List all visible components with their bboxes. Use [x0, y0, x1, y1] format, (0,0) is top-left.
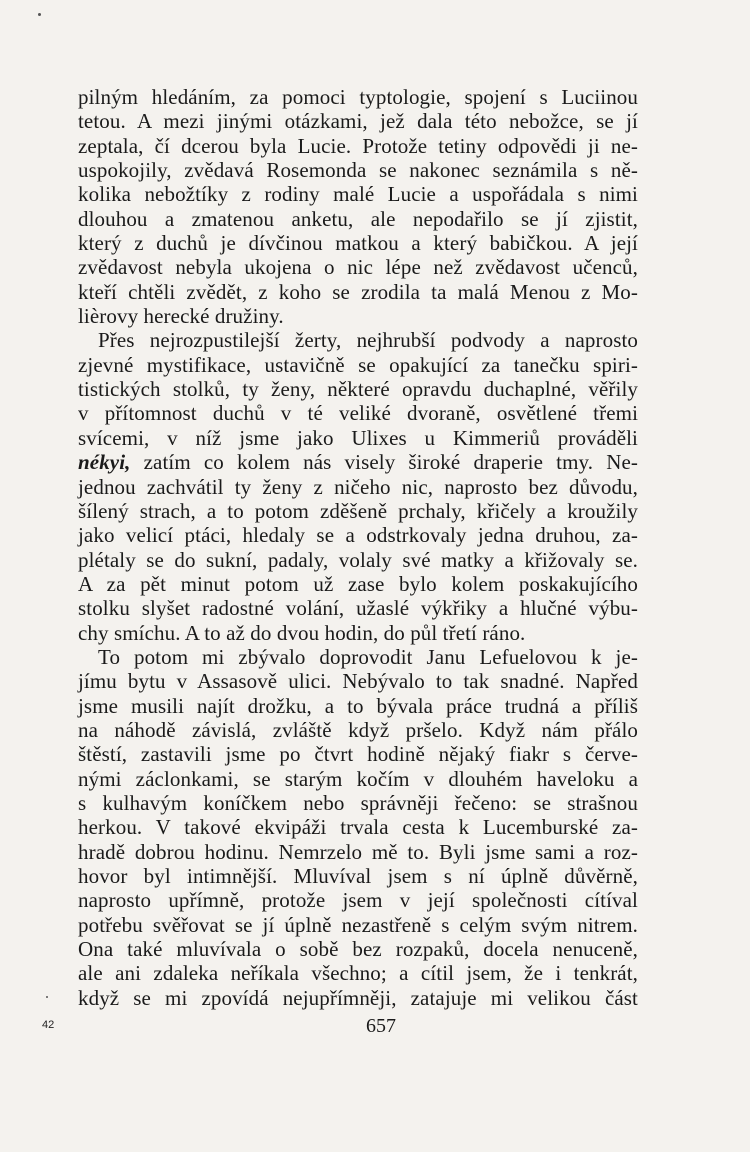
text-line: jsme musili najít drožku, a to bývala práce trudná a příliš [78, 693, 638, 718]
text-line: tetou. A mezi jinými otázkami, jež dala této nebožce, se jí [78, 109, 638, 134]
text-line: kolika nebožtíky z rodiny malé Lucie a uspořádala s nimi [78, 182, 638, 207]
text-line: Ona také mluvívala o sobě bez rozpaků, docela nenuceně, [78, 937, 638, 962]
text-line: štěstí, zastavili jsme po čtvrt hodině nějaký fiakr s červe- [78, 742, 638, 767]
text-line: který z duchů je dívčinou matkou a který babičkou. A její [78, 231, 638, 256]
text-line: v přítomnost duchů v té veliké dvoraně, osvětlené třemi [78, 401, 638, 426]
text-line: šílený strach, a to potom zděšeně prchaly, křičely a kroužily [78, 498, 638, 523]
scan-speck [38, 13, 41, 16]
italic-word: nékyi, [78, 450, 131, 475]
text-line: uspokojily, zvědavá Rosemonda se nakonec seznámila s ně- [78, 158, 638, 183]
text-line: svícemi, v níž jsme jako Ulixes u Kimmeriů prováděli [78, 425, 638, 450]
text-line: stolku slyšet radostné volání, užaslé výkřiky a hlučné výbu- [78, 596, 638, 621]
text-line: To potom mi zbývalo doprovodit Janu Lefuelovou k je- [98, 644, 638, 669]
text-line: Přes nejrozpustilejší žerty, nejhrubší podvody a naprosto [98, 328, 638, 353]
text-line: dlouhou a zmatenou anketu, ale nepodařilo se jí zjistit, [78, 206, 638, 231]
signature-mark: 42 [42, 1019, 55, 1031]
page-number: 657 [366, 1015, 396, 1037]
text-line: na náhodě závislá, zvláště když pršelo. Když nám přálo [78, 717, 638, 742]
text-line: zjevné mystifikace, ustavičně se opakující za tanečku spiri- [78, 352, 638, 377]
text-line: naprosto upřímně, protože jsem v její společnosti cítíval [78, 888, 638, 913]
text-line: zvědavost nebyla ukojena o nic lépe než zvědavost učenců, [78, 255, 638, 280]
text-line: nékyi, zatím co kolem nás visely široké draperie tmy. Ne- [78, 450, 638, 475]
text-line: nými záclonkami, se starým kočím v dlouhém haveloku a [78, 766, 638, 791]
text-line: jako velicí ptáci, hledaly se a odstrkovaly jedna druhou, za- [78, 523, 638, 548]
text-line: hovor byl intimnější. Mluvíval jsem s ní úplně důvěrně, [78, 864, 638, 888]
text-line: A za pět minut potom už zase bylo kolem poskakujícího [78, 571, 638, 596]
text-line: potřebu svěřovat se jí úplně nezastřeně s celým svým nitrem. [78, 912, 638, 937]
text-line: kteří chtěli zvědět, z koho se zrodila ta malá Menou z Mo- [78, 279, 638, 304]
text-line: zeptala, čí dcerou byla Lucie. Protože tetiny odpovědi ji ne- [78, 133, 638, 158]
text-line: chy smíchu. A to až do dvou hodin, do půl třetí ráno. [78, 620, 526, 645]
text-line: lièrovy herecké družiny. [78, 304, 284, 329]
scan-speck [46, 996, 48, 998]
text-line: když se mi zpovídá nejupřímněji, zatajuje mi velikou část [78, 985, 638, 1010]
text-line: tistických stolků, ty ženy, některé opravdu duchaplné, věřily [78, 377, 638, 402]
body-text [78, 85, 638, 1010]
text-line: hradě dobrou hodinu. Nemrzelo mě to. Byli jsme sami a roz- [78, 839, 638, 864]
text-line: plétaly se do sukní, padaly, volaly své matky a křižovaly se. [78, 547, 638, 572]
text-line: herkou. V takové ekvipáži trvala cesta k Lucemburské za- [78, 815, 638, 840]
text-line: jednou zachvátil ty ženy z ničeho nic, naprosto bez důvodu, [78, 474, 638, 499]
text-line: pilným hledáním, za pomoci typtologie, spojení s Luciinou [78, 85, 638, 109]
text-line: ale ani zdaleka neříkala všechno; a cítil jsem, že i tenkrát, [78, 961, 638, 986]
text-line: jímu bytu v Assasově ulici. Nebývalo to tak snadné. Napřed [78, 669, 638, 694]
text-line: s kulhavým koníčkem nebo správněji řečeno: se strašnou [78, 790, 638, 815]
